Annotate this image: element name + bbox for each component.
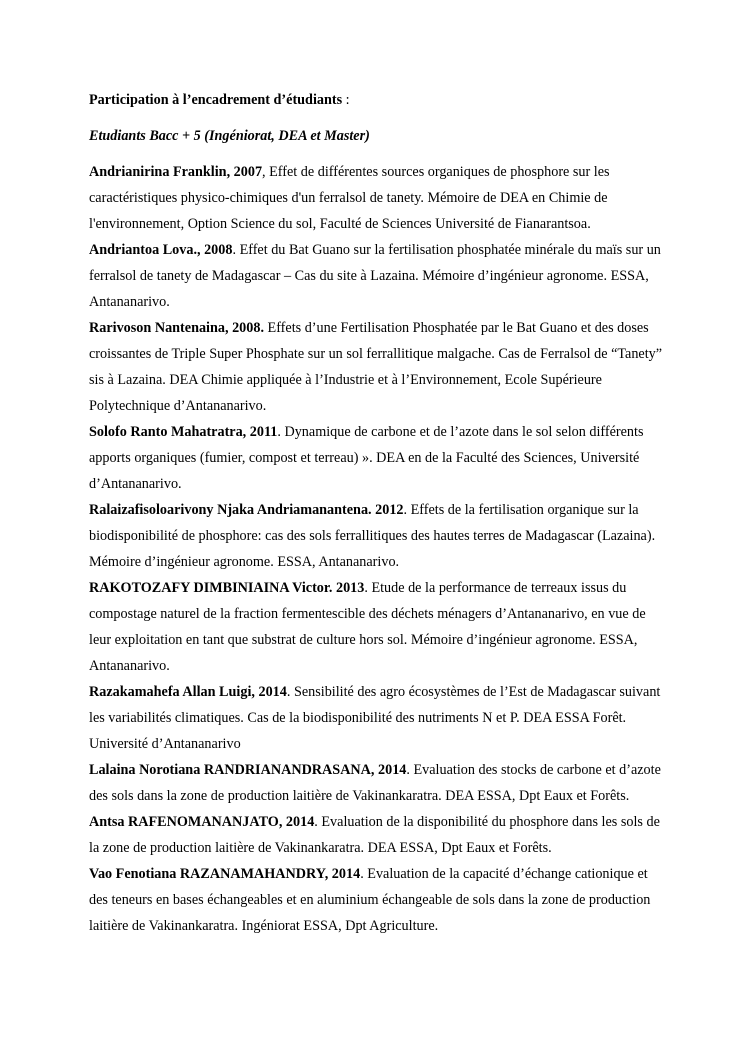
entry-author: Lalaina Norotiana RANDRIANANDRASANA, 2014: [89, 762, 407, 778]
entry-text: . Sensibilité des agro écosystèmes de l’Est de Madagascar suivant les variabilités climatiques. Cas de la biodisponibilité des nutriments N et P. DEA ESSA Forêt. Université d’Antananarivo: [89, 684, 661, 752]
student-entry: [89, 237, 669, 315]
entry-author: Vao Fenotiana RAZANAMAHANDRY, 2014: [89, 866, 361, 882]
entry-text: . Dynamique de carbone et de l’azote dans le sol selon différents apports organiques (fumier, compost et terreau) ». DEA en de la Faculté des Sciences, Université d’Antananarivo.: [89, 424, 644, 492]
student-entry: [89, 861, 669, 939]
entry-author: Antsa RAFENOMANANJATO, 2014: [89, 814, 315, 830]
document-page: [89, 88, 669, 939]
section-heading: [89, 88, 669, 112]
entry-text: . Etude de la performance de terreaux issus du compostage naturel de la fraction fermentescible des déchets ménagers d’Antananarivo, en vue de leur exploitation en tant que substrat de culture hors sol. Mémoire d’ingénieur agronome. ESSA, Antananarivo.: [89, 580, 646, 674]
entry-author: RAKOTOZAFY DIMBINIAINA Victor. 2013: [89, 580, 365, 596]
section-subheading: Etudiants Bacc + 5 (Ingéniorat, DEA et Master): [89, 128, 370, 144]
student-entry: [89, 497, 669, 575]
section-heading-tail: :: [342, 92, 350, 108]
student-entry: [89, 419, 669, 497]
entry-text: Effets d’une Fertilisation Phosphatée par le Bat Guano et des doses croissantes de Triple Super Phosphate sur un sol ferrallitique malgache. Cas de Ferralsol de “Tanety” sis à Lazaina. DEA Chimie appliquée à l’Industrie et à l’Environnement, Ecole Supérieure Polytechnique d’Antananarivo.: [89, 320, 663, 414]
entry-author: Solofo Ranto Mahatratra, 2011: [89, 424, 278, 440]
student-entry: [89, 159, 669, 237]
student-entry: [89, 575, 669, 679]
entry-text: . Evaluation de la disponibilité du phosphore dans les sols de la zone de production laitière de Vakinankaratra. DEA ESSA, Dpt Eaux et Forêts.: [89, 814, 660, 856]
student-entry: [89, 757, 669, 809]
entry-author: Rarivoson Nantenaina, 2008.: [89, 320, 264, 336]
student-entry: [89, 809, 669, 861]
entry-text: . Effets de la fertilisation organique sur la biodisponibilité de phosphore: cas des sols ferrallitiques des hautes terres de Madagascar (Lazaina). Mémoire d’ingénieur agronome. ESSA, Antananarivo.: [89, 502, 656, 570]
entry-text: , Effet de différentes sources organiques de phosphore sur les caractéristiques physico-chimiques d'un ferralsol de tanety. Mémoire de DEA en Chimie de l'environnement, Option Science du sol, Faculté de Sciences Université de Fianarantsoa.: [89, 164, 610, 232]
entry-author: Andrianirina Franklin, 2007: [89, 164, 263, 180]
entry-text: . Effet du Bat Guano sur la fertilisation phosphatée minérale du maïs sur un ferralsol de tanety de Madagascar – Cas du site à Lazaina. Mémoire d’ingénieur agronome. ESSA, Antananarivo.: [89, 242, 661, 310]
section-heading-bold: Participation à l’encadrement d’étudiants: [89, 92, 343, 108]
entry-author: Razakamahefa Allan Luigi, 2014: [89, 684, 287, 700]
entry-text: . Evaluation des stocks de carbone et d’azote des sols dans la zone de production laitière de Vakinankaratra. DEA ESSA, Dpt Eaux et Forêts.: [89, 762, 661, 804]
student-entry: [89, 315, 669, 419]
entry-author: Andriantoa Lova., 2008: [89, 242, 233, 258]
student-entry: [89, 679, 669, 757]
entry-text: . Evaluation de la capacité d’échange cationique et des teneurs en bases échangeables et en aluminium échangeable de sols dans la zone de production laitière de Vakinankaratra. Ingéniorat ESSA, Dpt Agriculture.: [89, 866, 651, 934]
entry-author: Ralaizafisoloarivony Njaka Andriamanantena. 2012: [89, 502, 404, 518]
